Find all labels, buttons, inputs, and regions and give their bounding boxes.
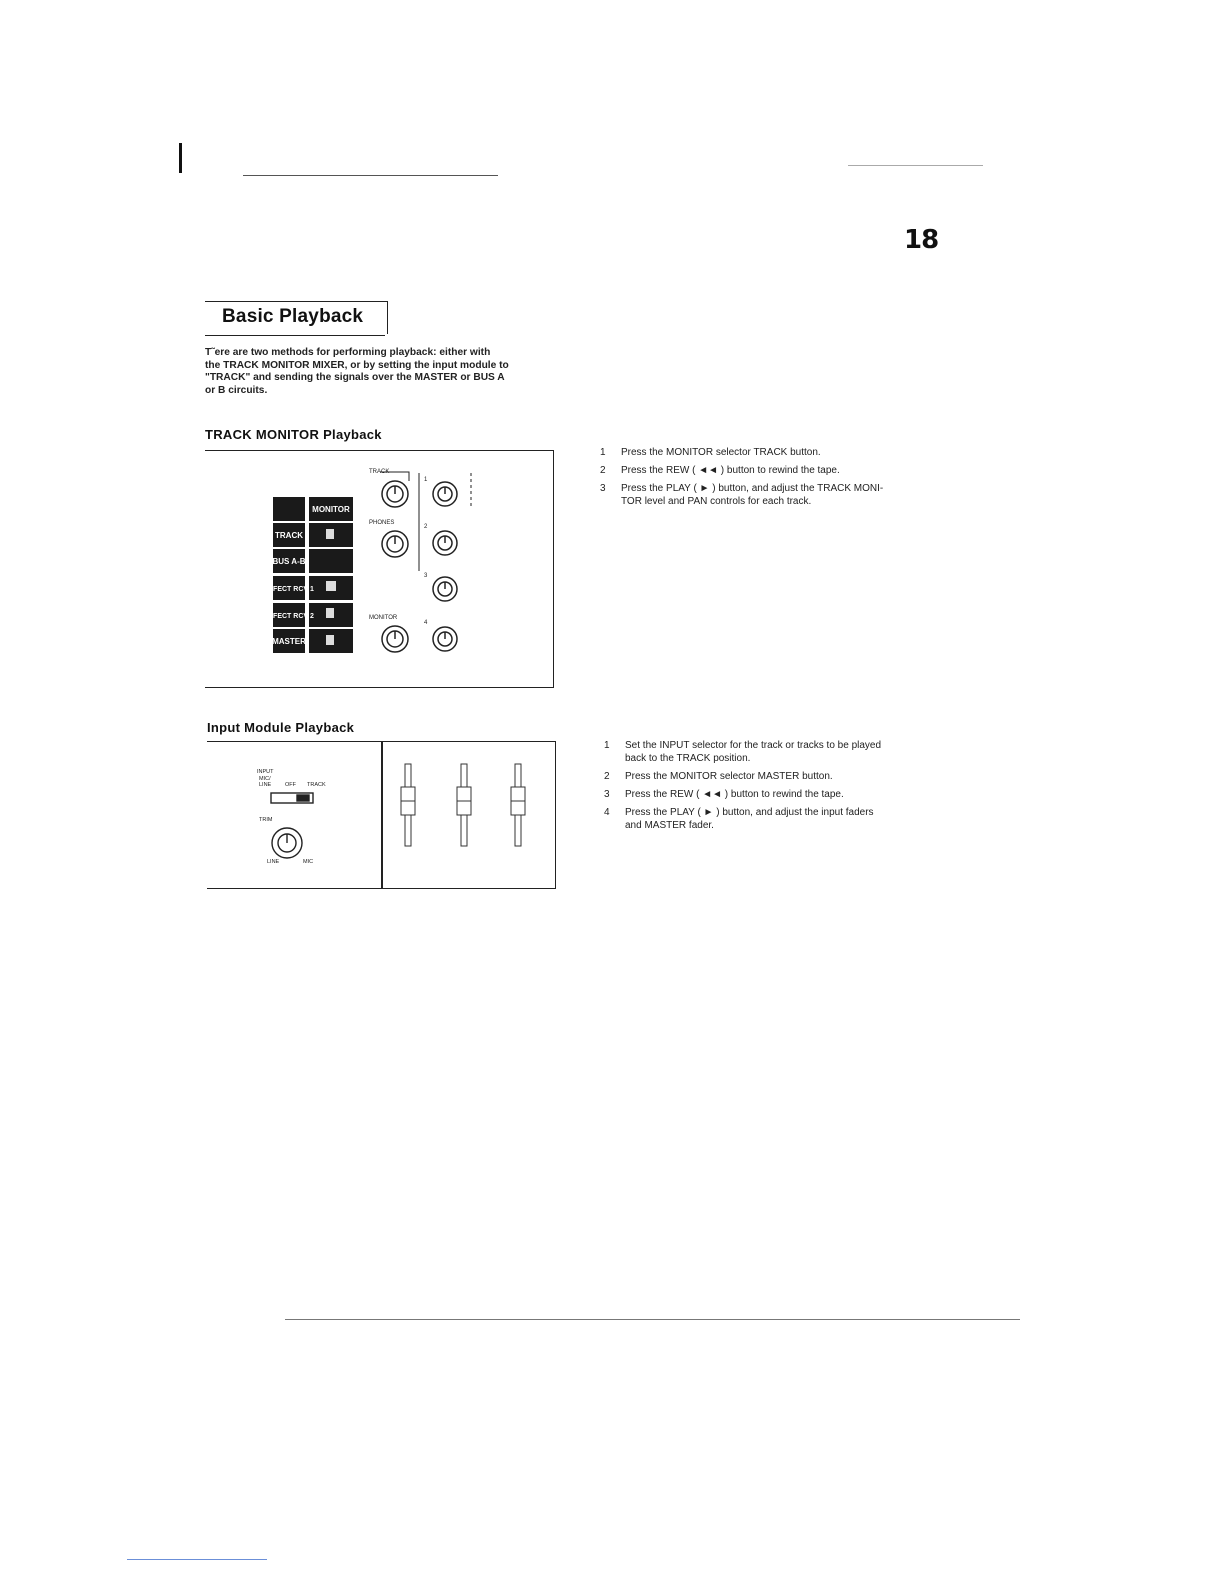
step: 2 Press the MONITOR selector MASTER button.: [604, 771, 833, 782]
margin-bar: [179, 143, 182, 173]
track-monitor-figure: [205, 450, 554, 688]
knob-label: TRACK: [369, 469, 390, 475]
step: 4 Press the PLAY ( ► ) button, and adjust the input faders and MASTER fader.: [604, 807, 874, 831]
scan-line: [848, 165, 983, 166]
channel-number: 3: [424, 573, 428, 579]
mic-label: MIC/: [259, 776, 271, 782]
button-label: EFFECT RCV 1: [264, 586, 314, 593]
intro-line: T˜ere are two methods for performing playback: either with: [205, 347, 491, 358]
input-label: INPUT: [257, 769, 274, 775]
track-monitor-illustration: [205, 451, 553, 687]
input-module-steps: [604, 739, 939, 837]
input-module-illustration: [207, 742, 555, 888]
track-label: TRACK: [307, 782, 326, 788]
track-monitor-steps: [600, 446, 940, 513]
button-label: EFFECT RCV 2: [264, 613, 314, 620]
off-label: OFF: [285, 782, 296, 788]
button-label: BUS A-B: [272, 557, 306, 566]
scan-line: [285, 1319, 1020, 1320]
trim-mic-label: MIC: [303, 859, 314, 865]
step: 3 Press the PLAY ( ► ) button, and adjust the TRACK MONI- TOR level and PAN controls for each track.: [600, 483, 884, 507]
scan-line: [243, 175, 498, 176]
section-title: Basic Playback: [222, 306, 364, 327]
input-module-figure: [207, 741, 556, 889]
channel-number: 4: [424, 620, 428, 626]
input-module-heading: Input Module Playback: [207, 720, 355, 735]
knob-label: MONITOR: [369, 615, 398, 621]
page-number: 18: [904, 225, 939, 255]
line-label: LINE: [259, 782, 272, 788]
bottom-link-underline: [127, 1559, 267, 1560]
intro-line: the TRACK MONITOR MIXER, or by setting the input module to: [205, 359, 509, 371]
knob-label: PHONES: [369, 520, 395, 526]
trim-line-label: LINE: [267, 859, 280, 865]
track-monitor-heading: TRACK MONITOR Playback: [205, 427, 382, 442]
intro-line: or B circuits.: [205, 384, 268, 396]
channel-number: 2: [424, 524, 428, 530]
channel-number: 1: [424, 477, 428, 483]
button-label: TRACK: [275, 531, 303, 540]
step: 2 Press the REW ( ◄◄ ) button to rewind the tape.: [600, 465, 840, 476]
intro-paragraph: [205, 347, 550, 397]
step: 1 Press the MONITOR selector TRACK button.: [600, 447, 821, 458]
trim-label: TRIM: [259, 817, 273, 823]
section-title-box: [205, 301, 388, 334]
button-label: MASTER: [272, 637, 306, 646]
intro-line: "TRACK" and sending the signals over the MASTER or BUS A: [205, 372, 505, 383]
step: 1 Set the INPUT selector for the track or tracks to be played back to the TRACK position.: [604, 740, 882, 764]
step: 3 Press the REW ( ◄◄ ) button to rewind the tape.: [604, 789, 844, 800]
button-label: MONITOR: [312, 505, 350, 514]
